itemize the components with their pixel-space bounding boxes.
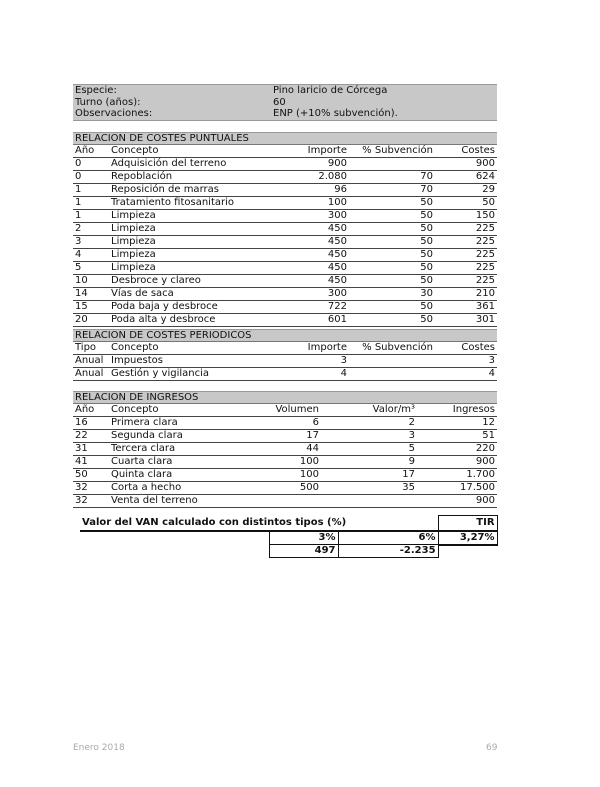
table-cell: Anual: [73, 355, 109, 368]
table-cell: 450: [269, 249, 349, 262]
table-header-row: [73, 342, 497, 355]
column-header: Costes: [435, 145, 497, 158]
table-header-row: [73, 145, 497, 158]
table-cell: 450: [269, 236, 349, 249]
rotation-label: Turno (años):: [75, 96, 141, 108]
column-header: Volumen: [249, 404, 321, 417]
table-cell: 624: [435, 171, 497, 184]
table-cell: [249, 495, 321, 508]
table-cell: 5: [73, 262, 109, 275]
table-cell: 50: [349, 262, 435, 275]
table-cell: 50: [349, 314, 435, 327]
table-cell: 4: [435, 368, 497, 381]
table-row: [73, 171, 497, 184]
table-cell: 50: [435, 197, 497, 210]
column-header: Valor/m³: [321, 404, 417, 417]
table-cell: 225: [435, 223, 497, 236]
table-cell: Corta a hecho: [109, 482, 249, 495]
table-cell: Limpieza: [109, 210, 269, 223]
table-cell: 900: [417, 495, 497, 508]
table-row: [73, 456, 497, 469]
tir-value: 3,27%: [438, 531, 497, 545]
table-cell: Quinta clara: [109, 469, 249, 482]
table-cell: 1: [73, 210, 109, 223]
costes-periodicos-table: [73, 342, 497, 381]
table-cell: 1: [73, 197, 109, 210]
table-cell: Primera clara: [109, 417, 249, 430]
table-cell: 500: [249, 482, 321, 495]
table-cell: 29: [435, 184, 497, 197]
table-cell: Limpieza: [109, 249, 269, 262]
column-header: Concepto: [109, 404, 249, 417]
table-row: [73, 469, 497, 482]
table-cell: Limpieza: [109, 236, 269, 249]
table-cell: 900: [417, 456, 497, 469]
table-cell: 2: [321, 417, 417, 430]
column-header: Costes: [435, 342, 497, 355]
table-cell: 900: [269, 158, 349, 171]
van-rate-1: 3%: [269, 531, 338, 545]
costes-periodicos-section: [73, 329, 497, 381]
table-cell: Limpieza: [109, 223, 269, 236]
table-cell: 210: [435, 288, 497, 301]
table-cell: Tratamiento fitosanitario: [109, 197, 269, 210]
van-value-1: 497: [269, 545, 338, 558]
ingresos-table: [73, 404, 497, 508]
column-header: % Subvención: [349, 342, 435, 355]
table-cell: 70: [349, 171, 435, 184]
rotation-value: 60: [273, 96, 286, 108]
footer-date: Enero 2018: [73, 743, 125, 753]
table-cell: 50: [349, 275, 435, 288]
table-cell: 6: [249, 417, 321, 430]
table-row: [73, 430, 497, 443]
table-row: [73, 249, 497, 262]
column-header: Ingresos: [417, 404, 497, 417]
table-cell: 14: [73, 288, 109, 301]
table-cell: 100: [249, 456, 321, 469]
table-cell: 450: [269, 262, 349, 275]
table-cell: 30: [349, 288, 435, 301]
table-cell: 225: [435, 262, 497, 275]
table-cell: Tercera clara: [109, 443, 249, 456]
column-header: Importe: [269, 145, 349, 158]
table-row: [73, 368, 497, 381]
section-title: RELACION DE COSTES PERIODICOS: [73, 329, 497, 342]
table-cell: 35: [321, 482, 417, 495]
table-cell: 100: [249, 469, 321, 482]
observations-row: [73, 108, 497, 120]
table-cell: 50: [73, 469, 109, 482]
column-header: % Subvención: [349, 145, 435, 158]
costes-puntuales-section: [73, 132, 497, 327]
table-cell: 225: [435, 275, 497, 288]
table-cell: Cuarta clara: [109, 456, 249, 469]
column-header: Año: [73, 145, 109, 158]
table-cell: 3: [269, 355, 349, 368]
table-cell: 3: [73, 236, 109, 249]
table-cell: Repoblación: [109, 171, 269, 184]
table-cell: 50: [349, 210, 435, 223]
species-value: Pino laricio de Córcega: [273, 85, 388, 96]
footer-page-number: 69: [486, 743, 498, 753]
table-cell: 4: [73, 249, 109, 262]
table-cell: 10: [73, 275, 109, 288]
table-cell: 4: [269, 368, 349, 381]
table-cell: Gestión y vigilancia: [109, 368, 269, 381]
table-cell: 220: [417, 443, 497, 456]
table-cell: 3: [321, 430, 417, 443]
table-cell: 0: [73, 171, 109, 184]
table-cell: 96: [269, 184, 349, 197]
species-info-block: [73, 84, 497, 121]
column-header: Año: [73, 404, 109, 417]
van-table: [80, 515, 497, 558]
table-row: [73, 301, 497, 314]
table-row: [73, 443, 497, 456]
column-header: Importe: [269, 342, 349, 355]
table-cell: 450: [269, 223, 349, 236]
table-row: [73, 158, 497, 171]
table-cell: Poda alta y desbroce: [109, 314, 269, 327]
table-cell: 12: [417, 417, 497, 430]
table-cell: 150: [435, 210, 497, 223]
table-cell: 225: [435, 249, 497, 262]
table-cell: Limpieza: [109, 262, 269, 275]
table-row: [73, 495, 497, 508]
table-cell: 1.700: [417, 469, 497, 482]
table-row: [73, 184, 497, 197]
section-title: RELACION DE COSTES PUNTUALES: [73, 132, 497, 145]
table-cell: 15: [73, 301, 109, 314]
table-cell: Reposición de marras: [109, 184, 269, 197]
table-cell: 17.500: [417, 482, 497, 495]
table-cell: 1: [73, 184, 109, 197]
ingresos-section: [73, 391, 497, 508]
table-cell: 44: [249, 443, 321, 456]
van-rate-2: 6%: [338, 531, 438, 545]
table-row: [73, 197, 497, 210]
table-cell: 32: [73, 495, 109, 508]
costes-puntuales-table: [73, 145, 497, 327]
table-header-row: [73, 404, 497, 417]
table-cell: Segunda clara: [109, 430, 249, 443]
table-row: [73, 482, 497, 495]
table-cell: 3: [435, 355, 497, 368]
table-cell: 70: [349, 184, 435, 197]
table-cell: 300: [269, 210, 349, 223]
species-label: Especie:: [75, 85, 117, 96]
table-cell: 50: [349, 223, 435, 236]
table-row: [73, 236, 497, 249]
table-cell: 900: [435, 158, 497, 171]
table-cell: 601: [269, 314, 349, 327]
table-cell: 50: [349, 197, 435, 210]
observations-value: ENP (+10% subvención).: [273, 108, 398, 119]
table-cell: 32: [73, 482, 109, 495]
table-cell: 50: [349, 301, 435, 314]
table-cell: 51: [417, 430, 497, 443]
table-row: [73, 355, 497, 368]
table-cell: Venta del terreno: [109, 495, 249, 508]
table-cell: 2: [73, 223, 109, 236]
column-header: Concepto: [109, 342, 269, 355]
table-cell: 301: [435, 314, 497, 327]
table-cell: Anual: [73, 368, 109, 381]
table-cell: 22: [73, 430, 109, 443]
table-cell: 9: [321, 456, 417, 469]
table-row: [73, 210, 497, 223]
table-row: [73, 288, 497, 301]
table-cell: 450: [269, 275, 349, 288]
table-cell: 17: [249, 430, 321, 443]
table-cell: Poda baja y desbroce: [109, 301, 269, 314]
table-cell: 50: [349, 236, 435, 249]
section-title: RELACION DE INGRESOS: [73, 391, 497, 404]
table-cell: 0: [73, 158, 109, 171]
table-cell: [321, 495, 417, 508]
table-cell: 17: [321, 469, 417, 482]
table-cell: Vías de saca: [109, 288, 269, 301]
table-row: [73, 417, 497, 430]
table-cell: 300: [269, 288, 349, 301]
observations-label: Observaciones:: [75, 108, 153, 119]
van-value-2: -2.235: [338, 545, 438, 558]
table-cell: 16: [73, 417, 109, 430]
table-row: [73, 314, 497, 327]
table-cell: [349, 158, 435, 171]
table-cell: 31: [73, 443, 109, 456]
van-title: Valor del VAN calculado con distintos tipos (%): [80, 516, 438, 531]
table-cell: 225: [435, 236, 497, 249]
table-cell: 361: [435, 301, 497, 314]
table-cell: 20: [73, 314, 109, 327]
table-row: [73, 223, 497, 236]
table-cell: [349, 355, 435, 368]
table-row: [73, 275, 497, 288]
table-cell: Adquisición del terreno: [109, 158, 269, 171]
species-row: [73, 85, 497, 97]
rotation-row: [73, 97, 497, 109]
table-cell: 41: [73, 456, 109, 469]
table-row: [73, 262, 497, 275]
table-cell: 2.080: [269, 171, 349, 184]
table-cell: 50: [349, 249, 435, 262]
table-cell: 5: [321, 443, 417, 456]
table-cell: Impuestos: [109, 355, 269, 368]
table-cell: [349, 368, 435, 381]
table-cell: 100: [269, 197, 349, 210]
column-header: Tipo: [73, 342, 109, 355]
column-header: Concepto: [109, 145, 269, 158]
table-cell: Desbroce y clareo: [109, 275, 269, 288]
table-cell: 722: [269, 301, 349, 314]
tir-label: TIR: [438, 516, 497, 531]
